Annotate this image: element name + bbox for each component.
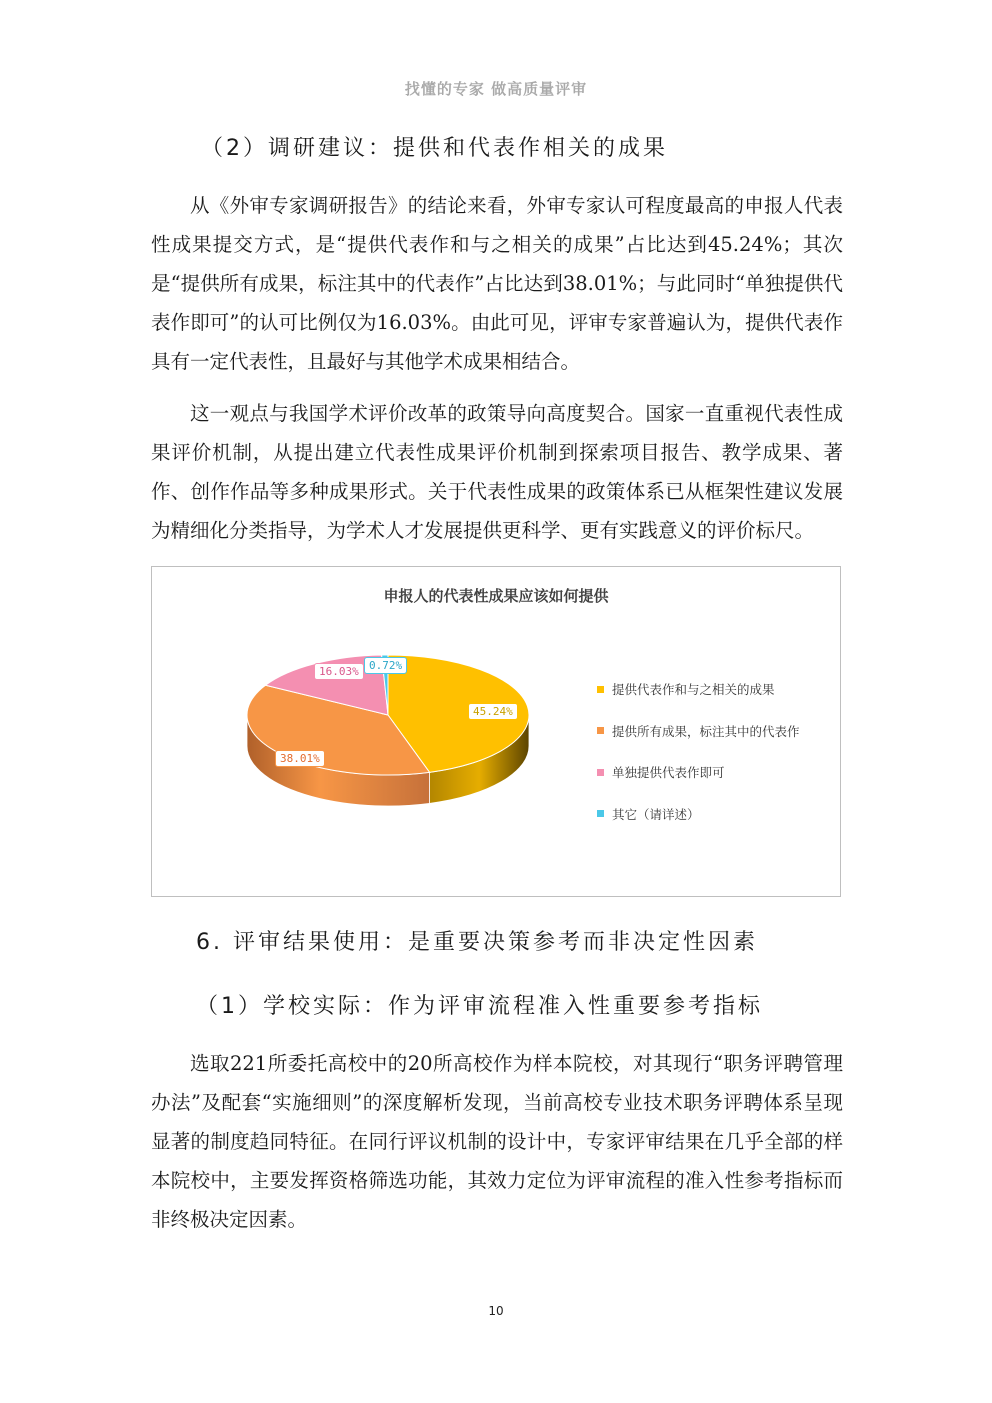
paragraph-sample-schools: 选取221所委托高校中的20所高校作为样本院校，对其现行“职务评聘管理办法”及配套“实施细则”的深度解析发现，当前高校专业技术职务评聘体系呈现显著的制度趋同特征。在同行评议机制的设计中，专家评审结果在几乎全部的样本院校中，主要发挥资格筛选功能，其效力定位为评审流程的准入性参考指标而非终极决定因素。: [151, 1052, 843, 1231]
paragraph-survey-conclusion: 从《外审专家调研报告》的结论来看，外审专家认可程度最高的申报人代表性成果提交方式，是“提供代表作和与之相关的成果”占比达到45.24%；其次是“提供所有成果，标注其中的代表作”占比达到38.01%；与此同时“单独提供代表作即可”的认可比例仅为16.03%。由此可见，评审专家普遍认为，提供代表作具有一定代表性，且最好与其他学术成果相结合。: [151, 194, 843, 373]
legend-label: 提供所有成果，标注其中的代表作: [612, 723, 800, 739]
chart-title: 申报人的代表性成果应该如何提供: [383, 587, 609, 605]
pie-chart: [151, 566, 841, 897]
data-label-other: 0.72%: [364, 657, 407, 674]
data-label-representative-only: 16.03%: [314, 663, 364, 680]
legend-item-representative-only: [597, 762, 800, 782]
data-label-provide-representative-and-related: 45.24%: [468, 703, 518, 720]
page-header: 找懂的专家 做高质量评审: [404, 80, 588, 98]
legend-swatch: [597, 810, 604, 817]
data-label-provide-all-mark-representative: 38.01%: [275, 750, 325, 767]
legend-item-representative-and-related: [597, 679, 800, 699]
legend-label: 其它（请详述）: [612, 806, 700, 822]
section-heading-6-1: （1）学校实际：作为评审流程准入性重要参考指标: [196, 994, 763, 1019]
legend-label: 提供代表作和与之相关的成果: [612, 682, 775, 697]
legend-item-all-mark-representative: [597, 721, 800, 741]
chart-legend: [597, 679, 800, 845]
page-number: 10: [488, 1304, 504, 1318]
section-heading-6: 6. 评审结果使用：是重要决策参考而非决定性因素: [196, 930, 758, 955]
legend-swatch: [597, 769, 604, 776]
legend-label: 单独提供代表作即可: [612, 765, 725, 780]
legend-swatch: [597, 686, 604, 693]
section-heading-2: （2）调研建议：提供和代表作相关的成果: [201, 136, 668, 161]
paragraph-policy-alignment: 这一观点与我国学术评价改革的政策导向高度契合。国家一直重视代表性成果评价机制，从提出建立代表性成果评价机制到探索项目报告、教学成果、著作、创作作品等多种成果形式。关于代表性成果的政策体系已从框架性建议发展为精细化分类指导，为学术人才发展提供更科学、更有实践意义的评价标尺。: [151, 402, 843, 542]
legend-swatch: [597, 727, 604, 734]
legend-item-other: [597, 804, 800, 824]
